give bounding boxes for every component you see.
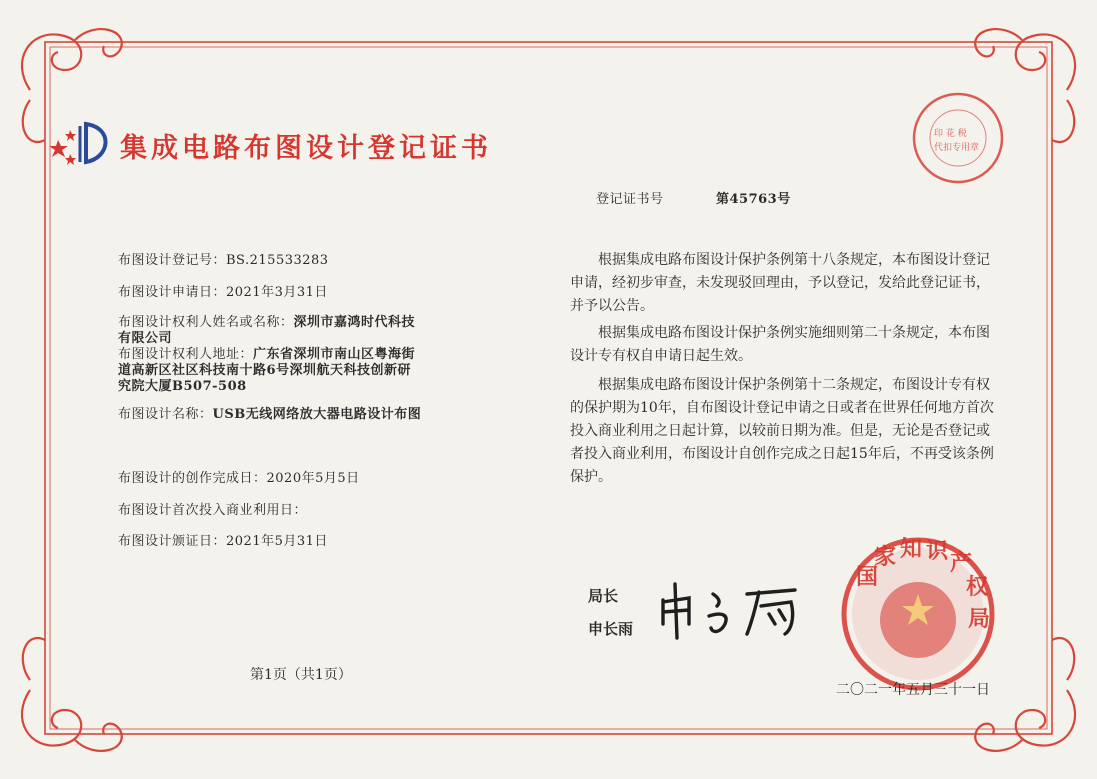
owner-name-line1: 深圳市嘉鸿时代科技 bbox=[293, 315, 416, 330]
address-line3: 究院大厦B507-508 bbox=[118, 379, 247, 394]
svg-text:印 花 税: 印 花 税 bbox=[934, 129, 967, 139]
application-date: 布图设计申请日：2021年3月31日 bbox=[118, 285, 328, 300]
address-line2: 道高新区社区科技南十路6号深圳航天科技创新研 bbox=[118, 363, 412, 378]
owner-name-line2: 有限公司 bbox=[118, 331, 173, 346]
emblem-logo-icon bbox=[48, 118, 118, 168]
design-name-label: 布图设计名称： bbox=[118, 407, 213, 422]
svg-text:国: 国 bbox=[856, 565, 879, 590]
svg-text:权: 权 bbox=[966, 575, 989, 600]
cert-number-value: 第45763号 bbox=[716, 192, 791, 207]
issue-date: 布图设计颁证日：2021年5月31日 bbox=[118, 534, 328, 549]
svg-text:识: 识 bbox=[926, 539, 949, 564]
design-name-row bbox=[118, 403, 421, 422]
agency-stamp bbox=[906, 90, 1016, 190]
address-label: 布图设计权利人地址： bbox=[118, 347, 254, 362]
official-seal bbox=[826, 532, 1006, 692]
design-name-value: USB无线网络放大器电路设计布图 bbox=[212, 407, 422, 422]
handwritten-signature bbox=[655, 572, 815, 642]
svg-text:产: 产 bbox=[950, 551, 973, 576]
signer-name: 申长雨 bbox=[588, 620, 634, 638]
owner-label-text: 布图设计权利人姓名或名称： bbox=[118, 315, 294, 330]
svg-text:知: 知 bbox=[900, 537, 923, 562]
body-paragraph-2: 根据集成电路布图设计保护条例实施细则第二十条规定，本布图设计专有权自申请日起生效。 bbox=[570, 325, 990, 364]
commercial-use-date: 布图设计首次投入商业利用日： bbox=[118, 503, 308, 518]
svg-text:局: 局 bbox=[968, 607, 991, 632]
issue-date-chinese: 二〇二一年五月三十一日 bbox=[836, 682, 990, 698]
registration-number: 布图设计登记号：BS.215533283 bbox=[118, 253, 329, 268]
address-line1: 广东省深圳市南山区粤海街 bbox=[253, 347, 416, 362]
signer-title: 局长 bbox=[588, 587, 619, 605]
cert-number-label: 登记证书号 bbox=[596, 192, 664, 207]
svg-text:家: 家 bbox=[874, 545, 897, 570]
page-indicator: 第1页（共1页） bbox=[250, 667, 352, 683]
creation-date: 布图设计的创作完成日：2020年5月5日 bbox=[118, 471, 360, 486]
certificate-title: 集成电路布图设计登记证书 bbox=[120, 133, 492, 164]
body-paragraph-1: 根据集成电路布图设计保护条例第十八条规定，本布图设计登记申请，经初步审查，未发现驳回理由，予以登记，发给此登记证书，并予以公告。 bbox=[570, 252, 990, 314]
body-paragraph-3: 根据集成电路布图设计保护条例第十二条规定，布图设计专有权的保护期为10年，自布图设计登记申请之日或者在世界任何地方首次投入商业利用之日起计算，以较前日期为准。但是，无论是否登记或者投入商业利用，布图设计自创作完成之日起15年后，不再受该条例保护。 bbox=[570, 377, 994, 485]
svg-text:代扣专用章: 代扣专用章 bbox=[934, 143, 980, 153]
